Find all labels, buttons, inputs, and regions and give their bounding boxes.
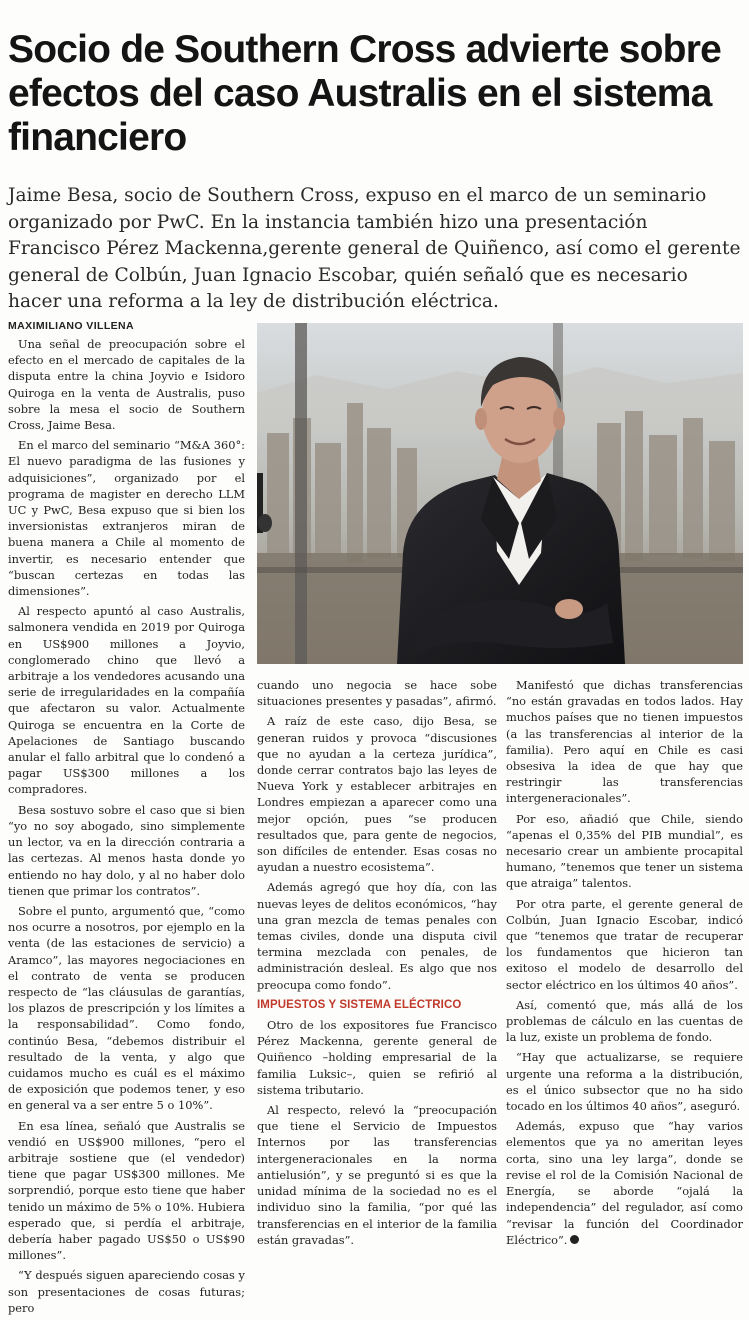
paragraph: Por otra parte, el gerente general de Colbún, Juan Ignacio Escobar, indicó que “tenemos que tratar de recuperar los fundamentos que hicieron tan exitoso el modelo de desarrollo del sector eléctrico en los últimos 40 años”. (506, 896, 743, 992)
paragraph: En esa línea, señaló que Australis se vendió en US$900 millones, “pero el arbitraje sostiene que (el vendedor) tiene que pagar US$300 millones. Me sorprendió, porque esto tiene que haber tenido un máximo de 5% o 10%. Hubiera esperado que, si perdía el arbitraje, debería haber pagado US$50 o US$90 millones”. (8, 1118, 245, 1263)
paragraph: Por eso, añadió que Chile, siendo “apenas el 0,35% del PIB mundial”, es necesario crear un ambiente procapital humano, ”tenemos que tener un sistema que atraiga” talentos. (506, 811, 743, 891)
paragraph: “Hay que actualizarse, se requiere urgente una reforma a la distribución, es el único subsector que no ha sido tocado en los últimos 40 años”, aseguró. (506, 1050, 743, 1114)
paragraph (506, 1118, 743, 1248)
paragraph: Sobre el punto, argumentó que, “como nos ocurre a nosotros, por ejemplo en la venta (de las estaciones de servicio) a Aramco”, las mayores negociaciones en el contrato de venta se producen respecto de “las cláusulas de garantías, los plazos de prescripción y los límites a la responsabilidad”. Como fondo, continúo Besa, “debemos distribuir el resultado de la venta, y algo que cuidamos mucho es cuál es el máximo de exposición que podemos tener, y eso en general va a ser entre 5 o 10%”. (8, 903, 245, 1113)
paragraph-text: Además, expuso que “hay varios elementos que ya no ameritan leyes corta, sino una ley larga”, donde se revise el rol de la Comisión Nacional de Energía, se aborde “ojalá la independencia” del regulador, así como “revisar la función del Coordinador Eléctrico”. (506, 1119, 743, 1247)
portrait-photo (257, 323, 743, 664)
section-subhead: IMPUESTOS Y SISTEMA ELÉCTRICO (257, 998, 462, 1011)
paragraph: A raíz de este caso, dijo Besa, se generan ruidos y provoca “discusiones que no ayudan a la certeza jurídica”, donde cerrar contratos bajo las leyes de Nueva York y establecer arbitrajes en Londres empiezan a aparecer como una mejor opción, pues “se producen resultados que, para gente de negocios, son difíciles de entender. Esas cosas no ayudan a nuestro ecosistema”. (257, 714, 497, 875)
paragraph: Además agregó que hoy día, con las nuevas leyes de delitos económicos, “hay una gran mezcla de temas penales con temas civiles, donde una disputa civil termina mezclada con penales, de administración desleal. Es algo que nos preocupa como fondo”. (257, 880, 497, 992)
paragraph: cuando uno negocia se hace sobe situaciones presentes y pasadas”, afirmó. (257, 678, 497, 709)
byline: MAXIMILIANO VILLENA (8, 320, 135, 332)
paragraph: Al respecto, relevó la “preocupación que tiene el Servicio de Impuestos Internos por las transferencias intergeneracionales en la norma antielusión”, y se preguntó si es que la unidad mínima de la sociedad no es el individuo sino la familia, “por qué las transferencias en el interior de la familia están gravadas”. (257, 1103, 497, 1247)
paragraph: Besa sostuvo sobre el caso que si bien “yo no soy abogado, sino simplemente un lector, va en la dirección contraria a las certezas. Al menos hasta donde yo entiendo no hay dolo, y al no haber dolo tienen que primar los contratos”. (8, 802, 245, 898)
lead-paragraph: Jaime Besa, socio de Southern Cross, expuso en el marco de un seminario organizado por PwC. En la instancia también hizo una presentación Francisco Pérez Mackenna,gerente general de Quiñenco, así como el gerente general de Colbún, Juan Ignacio Escobar, quién señaló que es necesario hacer una reforma a la ley de distribución eléctrica. (8, 185, 741, 312)
paragraph: Así, comentó que, más allá de los problemas de cálculo en las cuentas de la luz, existe un problema de fondo. (506, 997, 743, 1045)
headline: Socio de Southern Cross advierte sobre efectos del caso Australis en el sistema financiero (8, 28, 721, 159)
paragraph: Otro de los expositores fue Francisco Pérez Mackenna, gerente general de Quiñenco –holding empresarial de la familia Luksic–, quien se refirió al sistema tributario. (257, 1018, 497, 1097)
end-of-article-icon (570, 1235, 579, 1244)
column-3 (506, 677, 743, 1252)
column-1 (8, 336, 245, 1320)
paragraph: “Y después siguen apareciendo cosas y son presentaciones de cosas futuras; pero (8, 1268, 245, 1315)
column-2 (257, 677, 497, 1252)
paragraph: Al respecto apuntó al caso Australis, salmonera vendida en 2019 por Quiroga en US$900 millones a Joyvio, conglomerado chino que llevó a arbitraje a los vendedores acusando una serie de irregularidades en la compañía que afectaron su valor. Actualmente Quiroga se encuentra en la Corte de Apelaciones de Santiago buscando anular el fallo arbitral que lo condenó a pagar US$300 millones a los compradores. (8, 604, 245, 797)
paragraph: En el marco del seminario “M&A 360°: El nuevo paradigma de las fusiones y adquisiciones”, organizado por el programa de magister en derecho LLM UC y PwC, Besa expuso que si bien los inversionistas extranjeros miran de buena manera a Chile al momento de invertir, es necesario entender que “buscan certezas en todas las dimensiones”. (8, 438, 245, 599)
paragraph: Una señal de preocupación sobre el efecto en el mercado de capitales de la disputa entre la china Joyvio e Isidoro Quiroga en la venta de Australis, puso sobre la mesa el socio de Southern Cross, Jaime Besa. (8, 337, 245, 433)
paragraph: Manifestó que dichas transferencias “no están gravadas en todos lados. Hay muchos países que no tienen impuestos (a las transferencias al interior de la familia). Pero aquí en Chile es casi obsesiva la idea de que hay que restringir las transferencias intergeneracionales”. (506, 678, 743, 806)
